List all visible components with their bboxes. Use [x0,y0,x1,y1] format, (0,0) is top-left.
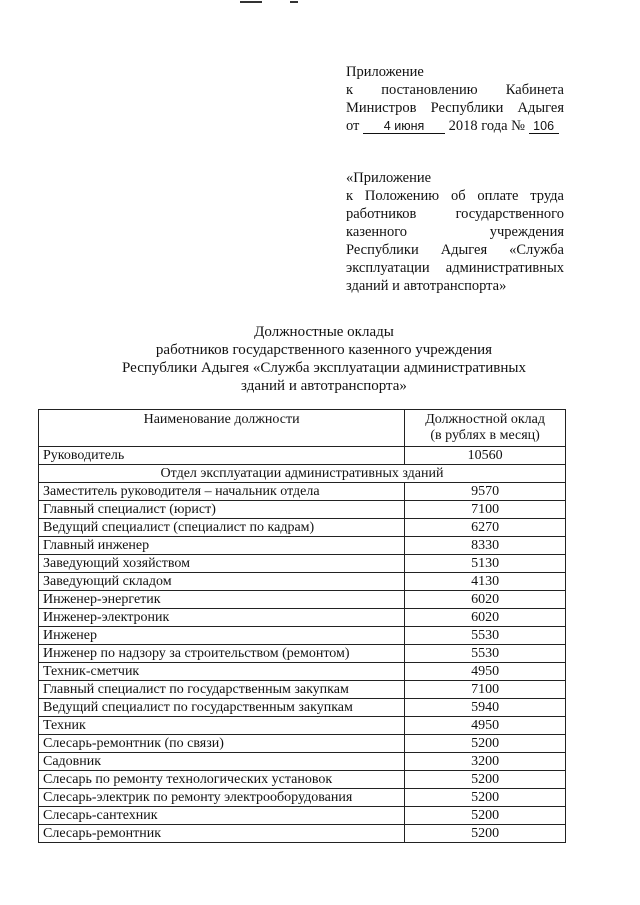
position-cell: Инженер-энергетик [39,591,405,609]
salary-cell: 9570 [405,483,566,501]
table-row [39,591,566,609]
salary-cell: 5200 [405,807,566,825]
position-cell: Инженер [39,627,405,645]
table-row [39,519,566,537]
salary-cell: 5200 [405,771,566,789]
salary-cell: 5940 [405,699,566,717]
position-cell: Инженер по надзору за строительством (ремонтом) [39,645,405,663]
position-cell: Руководитель [39,447,405,465]
position-cell: Техник [39,717,405,735]
salary-cell: 7100 [405,681,566,699]
number-field: 106 [529,119,559,134]
position-cell: Слесарь-ремонтник (по связи) [39,735,405,753]
position-cell: Техник-сметчик [39,663,405,681]
table-row [39,681,566,699]
salary-header-line-2: (в рублях в месяц) [430,428,540,443]
position-cell: Главный специалист (юрист) [39,501,405,519]
salary-cell: 4950 [405,717,566,735]
nested-line-4: казенного учреждения [346,224,564,240]
title-line-3: Республики Адыгея «Служба эксплуатации административных [122,360,526,376]
salary-table [38,409,566,843]
table-row [39,825,566,843]
table-row [39,483,566,501]
table-row [39,807,566,825]
document-title [90,323,558,395]
scan-artifact [240,0,310,6]
salary-cell: 5200 [405,735,566,753]
position-cell: Слесарь-сантехник [39,807,405,825]
table-row [39,555,566,573]
salary-column-header [405,410,566,447]
title-line-4: зданий и автотранспорта» [241,378,407,394]
table-row [39,627,566,645]
salary-header-line-1: Должностной оклад [425,412,546,427]
nested-line-3: работников государственного [346,206,564,222]
table-row [39,735,566,753]
salary-cell: 3200 [405,753,566,771]
table-header-row [39,410,566,447]
section-title: Отдел эксплуатации административных зданий [39,465,566,483]
position-cell: Главный специалист по государственным закупкам [39,681,405,699]
position-cell: Ведущий специалист (специалист по кадрам) [39,519,405,537]
salary-cell: 8330 [405,537,566,555]
salary-cell: 5200 [405,789,566,807]
appendix-date-line [346,117,564,135]
appendix-line-1: Приложение [346,64,424,80]
position-cell: Заведующий складом [39,573,405,591]
table-row [39,753,566,771]
position-cell: Слесарь-ремонтник [39,825,405,843]
table-row [39,501,566,519]
table-row [39,717,566,735]
date-prefix: от [346,118,360,134]
salary-cell: 6020 [405,591,566,609]
table-row [39,573,566,591]
salary-cell: 5530 [405,645,566,663]
nested-line-7: зданий и автотранспорта» [346,278,507,294]
salary-cell: 5200 [405,825,566,843]
table-row [39,789,566,807]
table-row [39,699,566,717]
salary-cell: 5130 [405,555,566,573]
position-cell: Садовник [39,753,405,771]
nested-line-6: эксплуатации административных [346,260,564,276]
salary-cell: 10560 [405,447,566,465]
salary-cell: 4950 [405,663,566,681]
salary-cell: 6020 [405,609,566,627]
appendix-line-3: Министров Республики Адыгея [346,100,564,116]
table-row [39,663,566,681]
title-line-2: работников государственного казенного учреждения [155,342,493,358]
position-cell: Инженер-электроник [39,609,405,627]
position-cell: Слесарь по ремонту технологических установок [39,771,405,789]
salary-cell: 5530 [405,627,566,645]
salary-cell: 7100 [405,501,566,519]
salary-cell: 4130 [405,573,566,591]
date-field: 4 июня [363,119,445,134]
position-column-header: Наименование должности [39,410,405,447]
nested-line-1: «Приложение [346,170,432,186]
position-cell: Главный инженер [39,537,405,555]
title-line-1: Должностные оклады [254,324,394,340]
position-cell: Слесарь-электрик по ремонту электрооборудования [39,789,405,807]
section-row [39,465,566,483]
appendix-line-2: к постановлению Кабинета [346,82,564,98]
nested-line-5: Республики Адыгея «Служба [346,242,564,258]
position-cell: Ведущий специалист по государственным закупкам [39,699,405,717]
nested-appendix-header [346,169,564,295]
table-row [39,771,566,789]
salary-cell: 6270 [405,519,566,537]
appendix-header [346,63,564,135]
table-row [39,537,566,555]
table-row [39,447,566,465]
table-row [39,609,566,627]
position-cell: Заведующий хозяйством [39,555,405,573]
year-text: 2018 года № [448,118,525,134]
table-row [39,645,566,663]
nested-line-2: к Положению об оплате труда [346,188,564,204]
position-cell: Заместитель руководителя – начальник отдела [39,483,405,501]
